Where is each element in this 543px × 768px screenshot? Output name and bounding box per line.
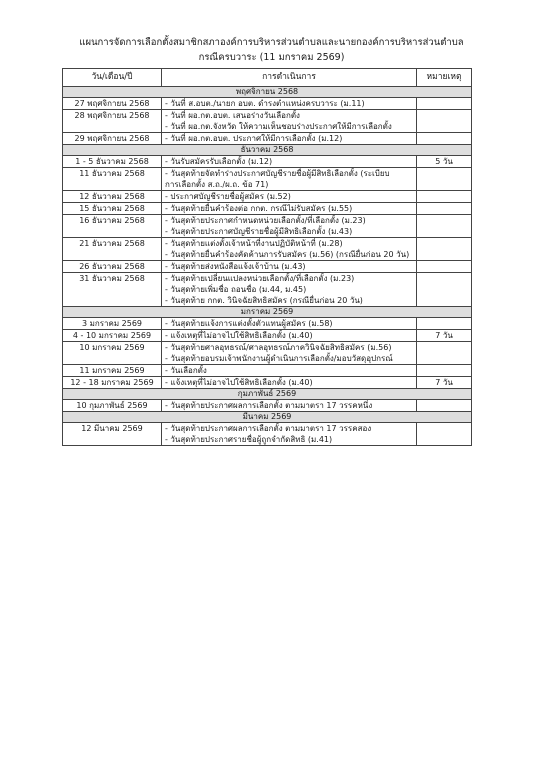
action-line: - วันรับสมัครรับเลือกตั้ง (ม.12) [165, 157, 273, 166]
table-row [63, 261, 472, 273]
month-label: มีนาคม 2569 [63, 412, 472, 423]
date-cell: 11 มกราคม 2569 [63, 365, 162, 377]
action-line: - วันสุดท้ายจัดทำร่างประกาศบัญชีรายชื่อผู้มีสิทธิเลือกตั้ง (ระเบียบ [165, 169, 390, 178]
date-cell: 10 กุมภาพันธ์ 2569 [63, 400, 162, 412]
action-cell [162, 133, 417, 145]
date-cell: 12 ธันวาคม 2568 [63, 191, 162, 203]
action-cell [162, 110, 417, 133]
table-body [63, 87, 472, 446]
remark-cell [417, 318, 472, 330]
table-header-row [63, 69, 472, 87]
action-cell [162, 191, 417, 203]
date-cell: 27 พฤศจิกายน 2568 [63, 98, 162, 110]
remark-cell: 7 วัน [417, 330, 472, 342]
action-line: การเลือกตั้ง ส.ถ./ผ.ถ. ข้อ 71) [165, 180, 269, 189]
document-subtitle: กรณีครบวาระ (11 มกราคม 2569) [198, 52, 345, 63]
table-row [63, 215, 472, 238]
date-cell: 16 ธันวาคม 2568 [63, 215, 162, 238]
document-title: แผนการจัดการเลือกตั้งสมาชิกสภาองค์การบริหารส่วนตำบลและนายกองค์การบริหารส่วนตำบล [79, 37, 464, 48]
remark-cell [417, 238, 472, 261]
action-cell [162, 342, 417, 365]
table-row [63, 98, 472, 110]
action-cell [162, 377, 417, 389]
action-line: - วันที่ ส.อบต./นายก อบต. ดำรงตำแหน่งครบวาระ (ม.11) [165, 99, 365, 108]
month-label: ธันวาคม 2568 [63, 145, 472, 156]
month-row [63, 412, 472, 423]
date-cell: 1 - 5 ธันวาคม 2568 [63, 156, 162, 168]
table-row [63, 330, 472, 342]
action-line: - วันสุดท้ายประกาศบัญชีรายชื่อผู้มีสิทธิเลือกตั้ง (ม.43) [165, 227, 353, 236]
action-line: - วันสุดท้ายประกาศผลการเลือกตั้ง ตามมาตรา 17 วรรคหนึ่ง [165, 401, 373, 410]
action-cell [162, 365, 417, 377]
table-row [63, 238, 472, 261]
remark-cell [417, 342, 472, 365]
action-line: - วันสุดท้ายเพิ่มชื่อ ถอนชื่อ (ม.44, ม.45) [165, 285, 307, 294]
date-cell: 12 - 18 มกราคม 2569 [63, 377, 162, 389]
action-cell [162, 168, 417, 191]
remark-cell [417, 261, 472, 273]
remark-cell [417, 400, 472, 412]
table-row [63, 191, 472, 203]
action-line: - วันเลือกตั้ง [165, 366, 207, 375]
action-cell [162, 156, 417, 168]
action-cell [162, 273, 417, 307]
action-cell [162, 423, 417, 446]
month-row [63, 87, 472, 98]
header-remark: หมายเหตุ [417, 69, 472, 87]
month-label: กุมภาพันธ์ 2569 [63, 389, 472, 400]
remark-cell: 5 วัน [417, 156, 472, 168]
header-date: วัน/เดือน/ปี [63, 69, 162, 87]
table-row [63, 342, 472, 365]
table-row [63, 377, 472, 389]
action-line: - วันสุดท้ายประกาศกำหนดหน่วยเลือกตั้ง/ที่เลือกตั้ง (ม.23) [165, 216, 366, 225]
table-row [63, 400, 472, 412]
action-line: - วันสุดท้ายอบรมเจ้าพนักงานผู้ดำเนินการเลือกตั้ง/มอบวัสดุอุปกรณ์ [165, 354, 393, 363]
date-cell: 11 ธันวาคม 2568 [63, 168, 162, 191]
date-cell: 26 ธันวาคม 2568 [63, 261, 162, 273]
action-cell [162, 215, 417, 238]
month-label: มกราคม 2569 [63, 307, 472, 318]
table-row [63, 156, 472, 168]
remark-cell [417, 203, 472, 215]
remark-cell [417, 273, 472, 307]
action-line: - วันสุดท้ายส่งหนังสือแจ้งเจ้าบ้าน (ม.43) [165, 262, 306, 271]
table-row [63, 203, 472, 215]
remark-cell [417, 168, 472, 191]
date-cell: 29 พฤศจิกายน 2568 [63, 133, 162, 145]
date-cell: 28 พฤศจิกายน 2568 [63, 110, 162, 133]
remark-cell [417, 215, 472, 238]
date-cell: 10 มกราคม 2569 [63, 342, 162, 365]
remark-cell [417, 423, 472, 446]
remark-cell [417, 110, 472, 133]
action-line: - วันสุดท้ายเปลี่ยนแปลงหน่วยเลือกตั้ง/ที่เลือกตั้ง (ม.23) [165, 274, 355, 283]
month-row [63, 145, 472, 156]
table-row [63, 365, 472, 377]
action-line: - แจ้งเหตุที่ไม่อาจไปใช้สิทธิเลือกตั้ง (ม.40) [165, 378, 313, 387]
month-row [63, 307, 472, 318]
action-line: - วันสุดท้ายแต่งตั้งเจ้าหน้าที่งานปฏิบัติหน้าที่ (ม.28) [165, 239, 343, 248]
table-row [63, 273, 472, 307]
action-cell [162, 261, 417, 273]
table-row [63, 110, 472, 133]
action-line: - วันสุดท้าย กกต. วินิจฉัยสิทธิสมัคร (กรณียื่นก่อน 20 วัน) [165, 296, 363, 305]
table-row [63, 133, 472, 145]
action-line: - วันสุดท้ายยื่นคำร้องต่อ กกต. กรณีไม่รับสมัคร (ม.55) [165, 204, 353, 213]
month-row [63, 389, 472, 400]
action-line: - วันที่ ผอ.กต.อบต. เสนอร่างวันเลือกตั้ง [165, 111, 300, 120]
date-cell: 21 ธันวาคม 2568 [63, 238, 162, 261]
election-schedule-table [62, 68, 472, 446]
action-cell [162, 238, 417, 261]
action-line: - วันสุดท้ายศาลอุทธรณ์/ศาลอุทธรณ์ภาควินิจฉัยสิทธิสมัคร (ม.56) [165, 343, 392, 352]
remark-cell [417, 133, 472, 145]
action-line: - วันสุดท้ายประกาศรายชื่อผู้ถูกจำกัดสิทธิ (ม.41) [165, 435, 333, 444]
action-line: - แจ้งเหตุที่ไม่อาจไปใช้สิทธิเลือกตั้ง (ม.40) [165, 331, 313, 340]
action-cell [162, 318, 417, 330]
date-cell: 3 มกราคม 2569 [63, 318, 162, 330]
date-cell: 4 - 10 มกราคม 2569 [63, 330, 162, 342]
action-cell [162, 400, 417, 412]
month-label: พฤศจิกายน 2568 [63, 87, 472, 98]
remark-cell [417, 365, 472, 377]
remark-cell [417, 98, 472, 110]
remark-cell: 7 วัน [417, 377, 472, 389]
action-line: - วันที่ ผอ.กต.จังหวัด ให้ความเห็นชอบร่างประกาศให้มีการเลือกตั้ง [165, 122, 392, 131]
action-line: - ประกาศบัญชีรายชื่อผู้สมัคร (ม.52) [165, 192, 291, 201]
date-cell: 12 มีนาคม 2569 [63, 423, 162, 446]
action-line: - วันที่ ผอ.กต.อบต. ประกาศให้มีการเลือกตั้ง (ม.12) [165, 134, 343, 143]
date-cell: 15 ธันวาคม 2568 [63, 203, 162, 215]
table-row [63, 318, 472, 330]
remark-cell [417, 191, 472, 203]
action-cell [162, 203, 417, 215]
table-row [63, 168, 472, 191]
action-line: - วันสุดท้ายแจ้งการแต่งตั้งตัวแทนผู้สมัคร (ม.58) [165, 319, 333, 328]
action-cell [162, 330, 417, 342]
action-line: - วันสุดท้ายประกาศผลการเลือกตั้ง ตามมาตรา 17 วรรคสอง [165, 424, 372, 433]
header-action: การดำเนินการ [162, 69, 417, 87]
action-cell [162, 98, 417, 110]
table-row [63, 423, 472, 446]
action-line: - วันสุดท้ายยื่นคำร้องคัดค้านการรับสมัคร (ม.56) (กรณียื่นก่อน 20 วัน) [165, 250, 410, 259]
date-cell: 31 ธันวาคม 2568 [63, 273, 162, 307]
